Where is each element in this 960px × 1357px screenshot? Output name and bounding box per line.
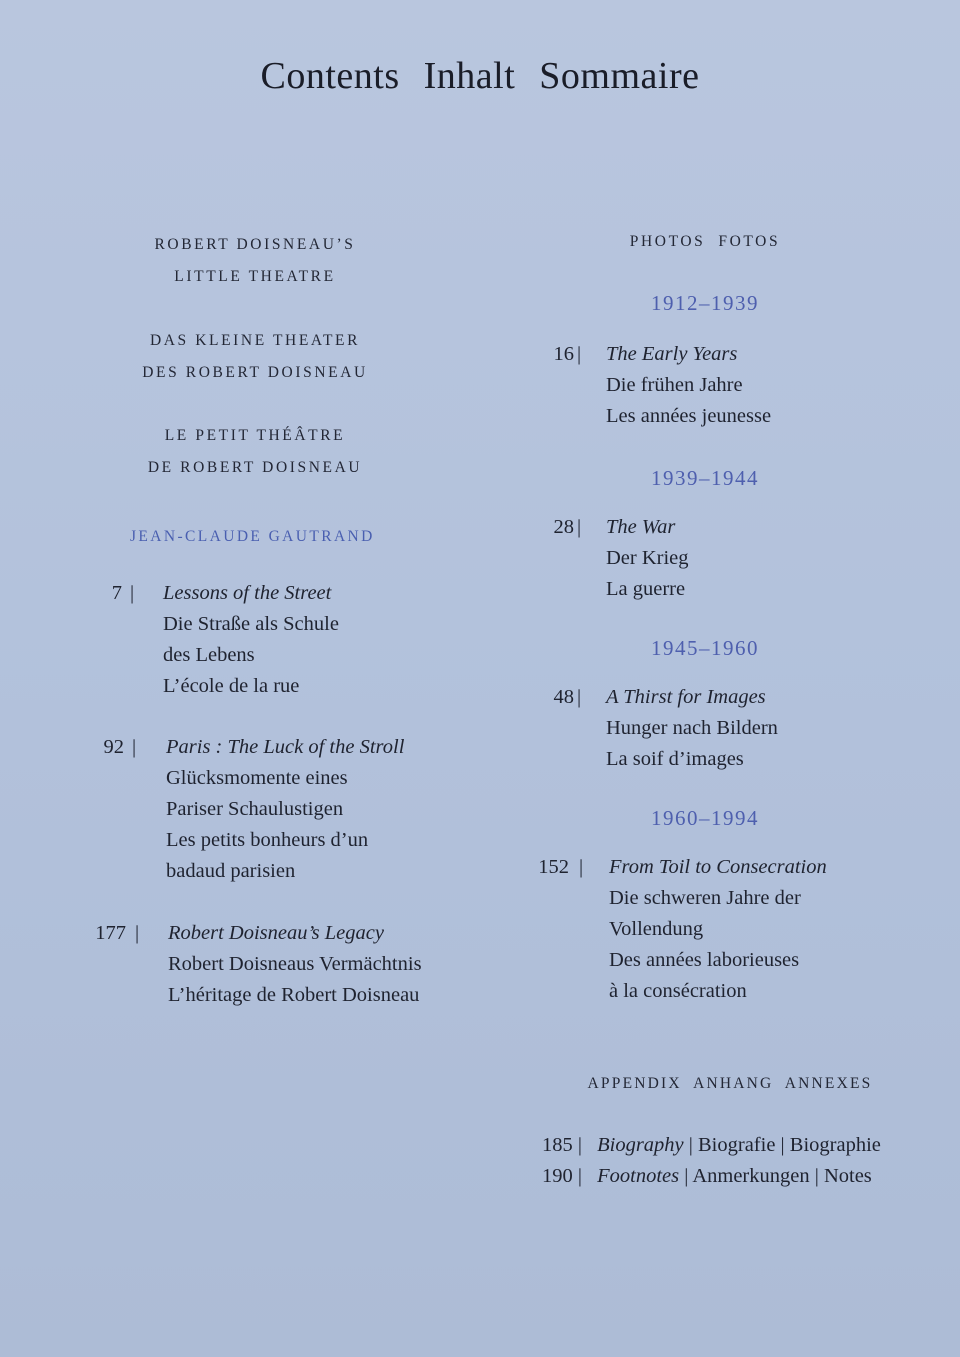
- appendix-heading: APPENDIX ANHANG ANNEXES: [587, 1075, 873, 1092]
- page-number: 48: [553, 686, 574, 708]
- appendix-entry-footnotes[interactable]: [542, 1161, 872, 1192]
- page-number: 185: [542, 1134, 573, 1156]
- page-title: Contents Inhalt Sommaire: [260, 55, 700, 97]
- separator: |: [132, 736, 137, 758]
- entry-title: The War: [606, 516, 676, 538]
- entry-line: Die schweren Jahre der: [609, 887, 801, 909]
- separator: |: [577, 343, 582, 365]
- page-number: 92: [103, 736, 124, 758]
- entry-line: à la consécration: [609, 980, 747, 1002]
- entry-title: A Thirst for Images: [606, 686, 766, 708]
- entry-title: Biography: [597, 1134, 684, 1156]
- entry-translations: | Biografie | Biographie: [683, 1134, 881, 1156]
- essay-heading-de-line-2: DES ROBERT DOISNEAU: [142, 364, 368, 381]
- entry-line: L’héritage de Robert Doisneau: [168, 984, 420, 1006]
- separator: |: [577, 1165, 582, 1187]
- entry-line: Glücksmomente eines: [166, 767, 348, 789]
- page-number: 152: [538, 856, 569, 878]
- entry-line: Die Straße als Schule: [163, 613, 339, 635]
- entry-line: des Lebens: [163, 644, 255, 666]
- page-number: 16: [553, 343, 574, 365]
- period-years: 1912–1939: [651, 291, 759, 315]
- entry-line: badaud parisien: [166, 860, 296, 882]
- entry-line: Hunger nach Bildern: [606, 717, 778, 739]
- entry-title: Paris : The Luck of the Stroll: [166, 736, 405, 758]
- entry-title: Robert Doisneau’s Legacy: [168, 922, 384, 944]
- entry-title: The Early Years: [606, 343, 738, 365]
- entry-line: Robert Doisneaus Vermächtnis: [168, 953, 422, 975]
- separator: |: [135, 922, 140, 944]
- photos-heading: PHOTOS FOTOS: [629, 233, 781, 250]
- entry-line: La soif d’images: [606, 748, 744, 770]
- entry-line: Pariser Schaulustigen: [166, 798, 344, 820]
- entry-title: Lessons of the Street: [163, 582, 332, 604]
- page-number: 190: [542, 1165, 573, 1187]
- separator: |: [130, 582, 135, 604]
- separator: |: [577, 686, 582, 708]
- essay-heading-en-line-1: ROBERT DOISNEAU’S: [154, 236, 356, 253]
- page-number: 28: [553, 516, 574, 538]
- essay-heading-en-line-2: LITTLE THEATRE: [174, 268, 336, 285]
- essay-heading-de-line-1: DAS KLEINE THEATER: [149, 332, 361, 349]
- essay-heading-de: [100, 325, 410, 389]
- period-years: 1945–1960: [651, 636, 759, 660]
- appendix-entry-biography[interactable]: [542, 1130, 881, 1161]
- entry-title: Footnotes: [597, 1165, 680, 1187]
- author-name: JEAN-CLAUDE GAUTRAND: [130, 528, 375, 545]
- entry-line: Les petits bonheurs d’un: [166, 829, 369, 851]
- separator: |: [577, 1134, 582, 1156]
- entry-line: La guerre: [606, 578, 686, 600]
- essay-heading-fr-line-2: DE ROBERT DOISNEAU: [147, 459, 363, 476]
- entry-translations: | Anmerkungen | Notes: [679, 1165, 872, 1187]
- entry-line: L’école de la rue: [163, 675, 300, 697]
- separator: |: [577, 516, 582, 538]
- entry-title: From Toil to Consecration: [609, 856, 827, 878]
- period-years: 1939–1944: [651, 466, 759, 490]
- essay-heading-fr-line-1: LE PETIT THÉÂTRE: [164, 427, 346, 444]
- entry-line: Die frühen Jahre: [606, 374, 743, 396]
- entry-line: Des années laborieuses: [609, 949, 800, 971]
- entry-line: Vollendung: [609, 918, 704, 940]
- essay-heading-fr: [100, 420, 410, 484]
- entry-line: Der Krieg: [606, 547, 689, 569]
- separator: |: [579, 856, 584, 878]
- period-years: 1960–1994: [651, 806, 759, 830]
- entry-line: Les années jeunesse: [606, 405, 772, 427]
- essay-heading-en: [100, 229, 410, 293]
- page-number: 7: [111, 582, 122, 604]
- page-number: 177: [95, 922, 126, 944]
